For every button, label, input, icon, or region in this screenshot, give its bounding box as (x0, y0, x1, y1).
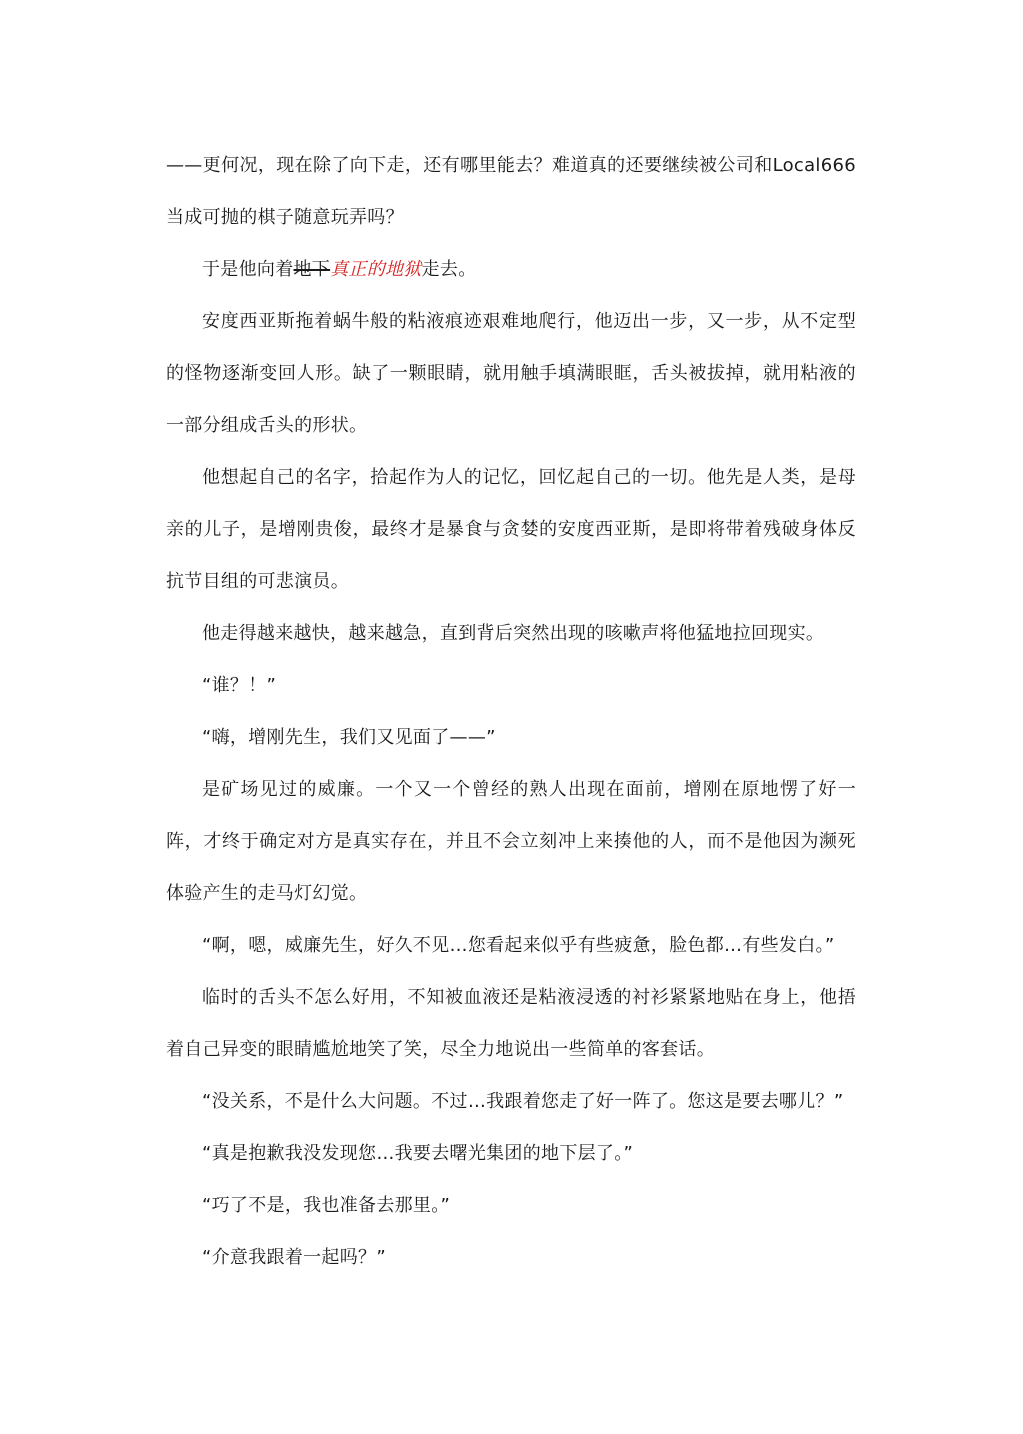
paragraph-13: “巧了不是，我也准备去那里。” (202, 1195, 451, 1216)
paragraph-4: 他想起自己的名字，拾起作为人的记忆，回忆起自己的一切。他先是人类，是母亲的儿子，是增刚贵俊，最终才是暴食与贪婪的安度西亚斯，是即将带着残破身体反抗节目组的可悲演员。 (166, 467, 856, 592)
paragraph-10: 临时的舌头不怎么好用，不知被血液还是粘液浸透的衬衫紧紧地贴在身上，他捂着自己异变的眼睛尴尬地笑了笑，尽全力地说出一些简单的客套话。 (166, 987, 856, 1060)
paragraph-2-post: 走去。 (421, 259, 477, 280)
paragraph-5: 他走得越来越快，越来越急，直到背后突然出现的咳嗽声将他猛地拉回现实。 (202, 623, 825, 644)
emphasis-text: 真正的地狱 (330, 259, 422, 280)
paragraph-12: “真是抱歉我没发现您…我要去曙光集团的地下层了。” (202, 1143, 634, 1164)
paragraph-2 (166, 244, 856, 296)
paragraph-11: “没关系，不是什么大问题。不过…我跟着您走了好一阵了。您这是要去哪儿？” (202, 1091, 844, 1112)
paragraph-9: “啊，嗯，威廉先生，好久不见…您看起来似乎有些疲惫，脸色都…有些发白。” (202, 935, 835, 956)
paragraph-14: “介意我跟着一起吗？” (202, 1247, 386, 1268)
paragraph-8: 是矿场见过的威廉。一个又一个曾经的熟人出现在面前，增刚在原地愣了好一阵，才终于确定对方是真实存在，并且不会立刻冲上来揍他的人，而不是他因为濒死体验产生的走马灯幻觉。 (166, 779, 856, 904)
paragraph-6: “谁？！” (202, 675, 277, 696)
document-body (166, 140, 856, 1284)
paragraph-7: “嗨，增刚先生，我们又见面了——” (202, 727, 496, 748)
paragraph-2-pre: 于是他向着 (202, 259, 294, 280)
paragraph-1: ——更何况，现在除了向下走，还有哪里能去？难道真的还要继续被公司和Local666当成可抛的棋子随意玩弄吗？ (166, 155, 856, 228)
struck-text: 地下 (293, 259, 331, 280)
paragraph-3: 安度西亚斯拖着蜗牛般的粘液痕迹艰难地爬行，他迈出一步，又一步，从不定型的怪物逐渐变回人形。缺了一颗眼睛，就用触手填满眼眶，舌头被拔掉，就用粘液的一部分组成舌头的形状。 (166, 311, 856, 436)
